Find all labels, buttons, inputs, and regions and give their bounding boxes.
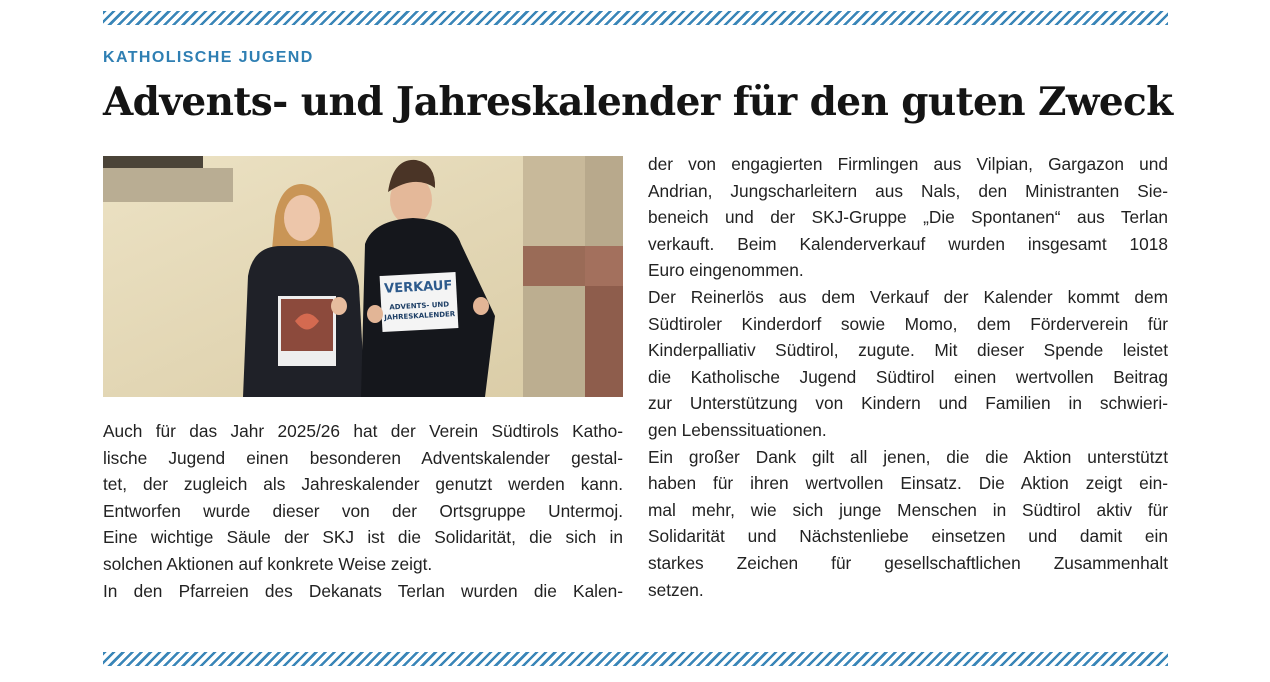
text-line: der von engagierten Firmlingen aus Vilpian, Gargazon und [648,154,1168,174]
text-line: tet, der zugleich als Jahreskalender genutzt werden kann. [103,474,623,495]
text-line: setzen. [648,579,704,600]
right-paragraph [648,151,1168,603]
sign-line-1: ADVENTS- UND [389,300,450,312]
text-line: haben für ihren wertvollen Einsatz. Die Aktion zeigt ein- [648,473,1168,494]
text-line: lische Jugend einen besonderen Adventskalender gestal- [103,447,623,468]
text-line: Südtiroler Kinderdorf sowie Momo, dem Förderverein für [648,313,1168,334]
text-line: gen Lebenssituationen. [648,419,827,440]
article-photo [103,156,623,397]
text-column-right [648,151,1168,603]
text-line: mal mehr, wie sich junge Menschen in Südtirol aktiv für [648,499,1168,520]
text-line: solchen Aktionen auf konkrete Weise zeigt. [103,553,433,574]
top-divider-stripe [103,11,1168,25]
article-headline: Advents- und Jahreskalender für den guten Zweck [103,79,1173,125]
text-line: zur Unterstützung von Kindern und Familien in schwieri- [648,393,1168,414]
text-line: Ein großer Dank gilt all jenen, die die Aktion unterstützt [648,446,1168,467]
sign-line-2: JAHRESKALENDER [384,310,456,322]
text-line: Solidarität und Nächstenliebe einsetzen und damit ein [648,526,1168,547]
section-kicker: KATHOLISCHE JUGEND [103,49,314,66]
text-line: Der Reinerlös aus dem Verkauf der Kalender kommt dem [648,286,1168,307]
text-line: Euro eingenommen. [648,260,804,281]
text-line: starkes Zeichen für gesellschaftlichen Zusammenhalt [648,552,1168,573]
text-line: die Katholische Jugend Südtirol einen wertvollen Beitrag [648,366,1168,387]
bottom-divider-stripe [103,652,1168,666]
text-line: Entworfen wurde dieser von der Ortsgruppe Untermoj. [103,500,623,521]
text-line: Kinderpalliativ Südtirol, zugute. Mit dieser Spende leistet [648,340,1168,361]
text-line: Auch für das Jahr 2025/26 hat der Verein Südtirols Katho- [103,421,623,441]
text-line: In den Pfarreien des Dekanats Terlan wurden die Kalen- [103,580,623,601]
text-line: verkauft. Beim Kalenderverkauf wurden insgesamt 1018 [648,233,1168,254]
left-paragraph [103,418,623,604]
text-line: beneich und der SKJ-Gruppe „Die Spontanen“ aus Terlan [648,207,1168,228]
text-column-left [103,418,623,604]
text-line: Eine wichtige Säule der SKJ ist die Solidarität, die sich in [103,527,623,548]
sign-top-text: VERKAUF [383,278,453,297]
text-line: Andrian, Jungscharleitern aus Nals, den Ministranten Sie- [648,180,1168,201]
